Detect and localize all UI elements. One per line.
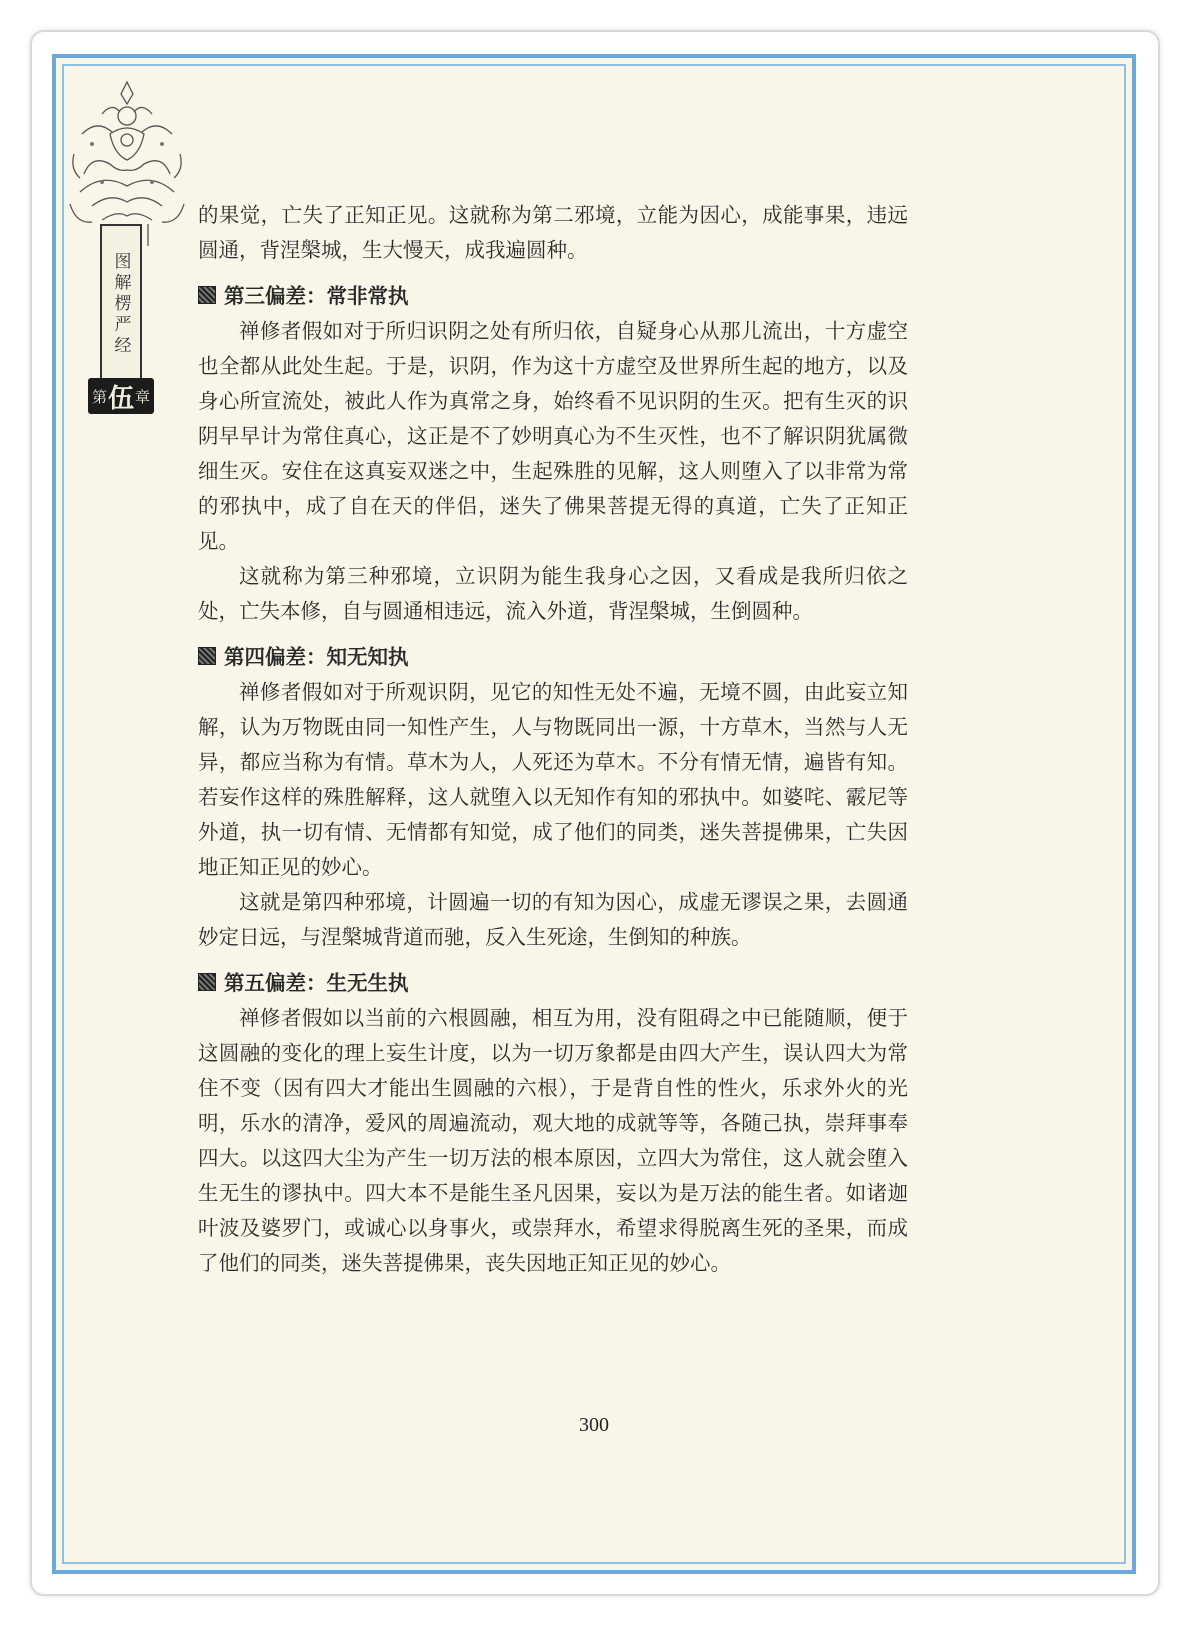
chapter-number: 伍 (107, 383, 134, 414)
square-bullet-icon (198, 286, 216, 304)
section-heading-text: 第四偏差：知无知执 (224, 645, 409, 669)
paragraph: 这就是第四种邪境，计圆遍一切的有知为因心，成虚无谬误之果，去圆通妙定日远，与涅槃城背道而驰，反入生死途，生倒知的种族。 (198, 890, 908, 949)
book-title-tab (100, 224, 142, 384)
chapter-label (88, 378, 154, 414)
main-text (198, 198, 908, 1281)
paragraph: 这就称为第三种邪境，立识阴为能生我身心之因，又看成是我所归依之处，亡失本修，自与圆通相违远，流入外道，背涅槃城，生倒圆种。 (198, 564, 908, 623)
section-heading-5 (198, 965, 908, 1001)
section-heading-4 (198, 639, 908, 675)
paragraph: 禅修者假如以当前的六根圆融，相互为用，没有阻碍之中已能随顺，便于这圆融的变化的理上妄生计度，以为一切万象都是由四大产生，误认四大为常住不变（因有四大才能出生圆融的六根），于是背自性的性火，乐求外火的光明，乐水的清净，爱风的周遍流动，观大地的成就等等，各随己执，崇拜事奉四大。以这四大尘为产生一切万法的根本原因，立四大为常住，这人就会堕入生无生的谬执中。四大本不是能生圣凡因果，妄以为是万法的能生者。如诸迦叶波及婆罗门，或诚心以身事火，或崇拜水，希望求得脱离生死的圣果，而成了他们的同类，迷失菩提佛果，丧失因地正知正见的妙心。 (198, 1006, 908, 1275)
section-heading-text: 第三偏差：常非常执 (224, 284, 409, 308)
page-number: 300 (579, 1414, 609, 1436)
chapter-suffix: 章 (135, 387, 151, 406)
section-heading-text: 第五偏差：生无生执 (224, 971, 409, 995)
book-title: 图解楞严经 (110, 251, 131, 357)
square-bullet-icon (198, 973, 216, 991)
paragraph: 禅修者假如对于所观识阴，见它的知性无处不遍，无境不圆，由此妄立知解，认为万物既由同一知性产生，人与物既同出一源，十方草木，当然与人无异，都应当称为有情。草木为人，人死还为草木。不分有情无情，遍皆有知。若妄作这样的殊胜解释，这人就堕入以无知作有知的邪执中。如婆咤、霰尼等外道，执一切有情、无情都有知觉，成了他们的同类，迷失菩提佛果，亡失因地正知正见的妙心。 (198, 680, 908, 879)
paragraph: 禅修者假如对于所归识阴之处有所归依，自疑身心从那儿流出，十方虚空也全都从此处生起。于是，识阴，作为这十方虚空及世界所生起的地方，以及身心所宣流处，被此人作为真常之身，始终看不见识阴的生灭。把有生灭的识阴早早计为常住真心，这正是不了妙明真心为不生灭性，也不了解识阴犹属微细生灭。安住在这真妄双迷之中，生起殊胜的见解，这人则堕入了以非常为常的邪执中，成了自在天的伴侣，迷失了佛果菩提无得的真道，亡失了正知正见。 (198, 319, 908, 553)
section-heading-3 (198, 278, 908, 314)
intro-paragraph: 的果觉，亡失了正知正见。这就称为第二邪境，立能为因心，成能事果，违远圆通，背涅槃城，生大慢天，成我遍圆种。 (198, 203, 908, 262)
square-bullet-icon (198, 647, 216, 665)
chapter-prefix: 第 (91, 387, 107, 406)
